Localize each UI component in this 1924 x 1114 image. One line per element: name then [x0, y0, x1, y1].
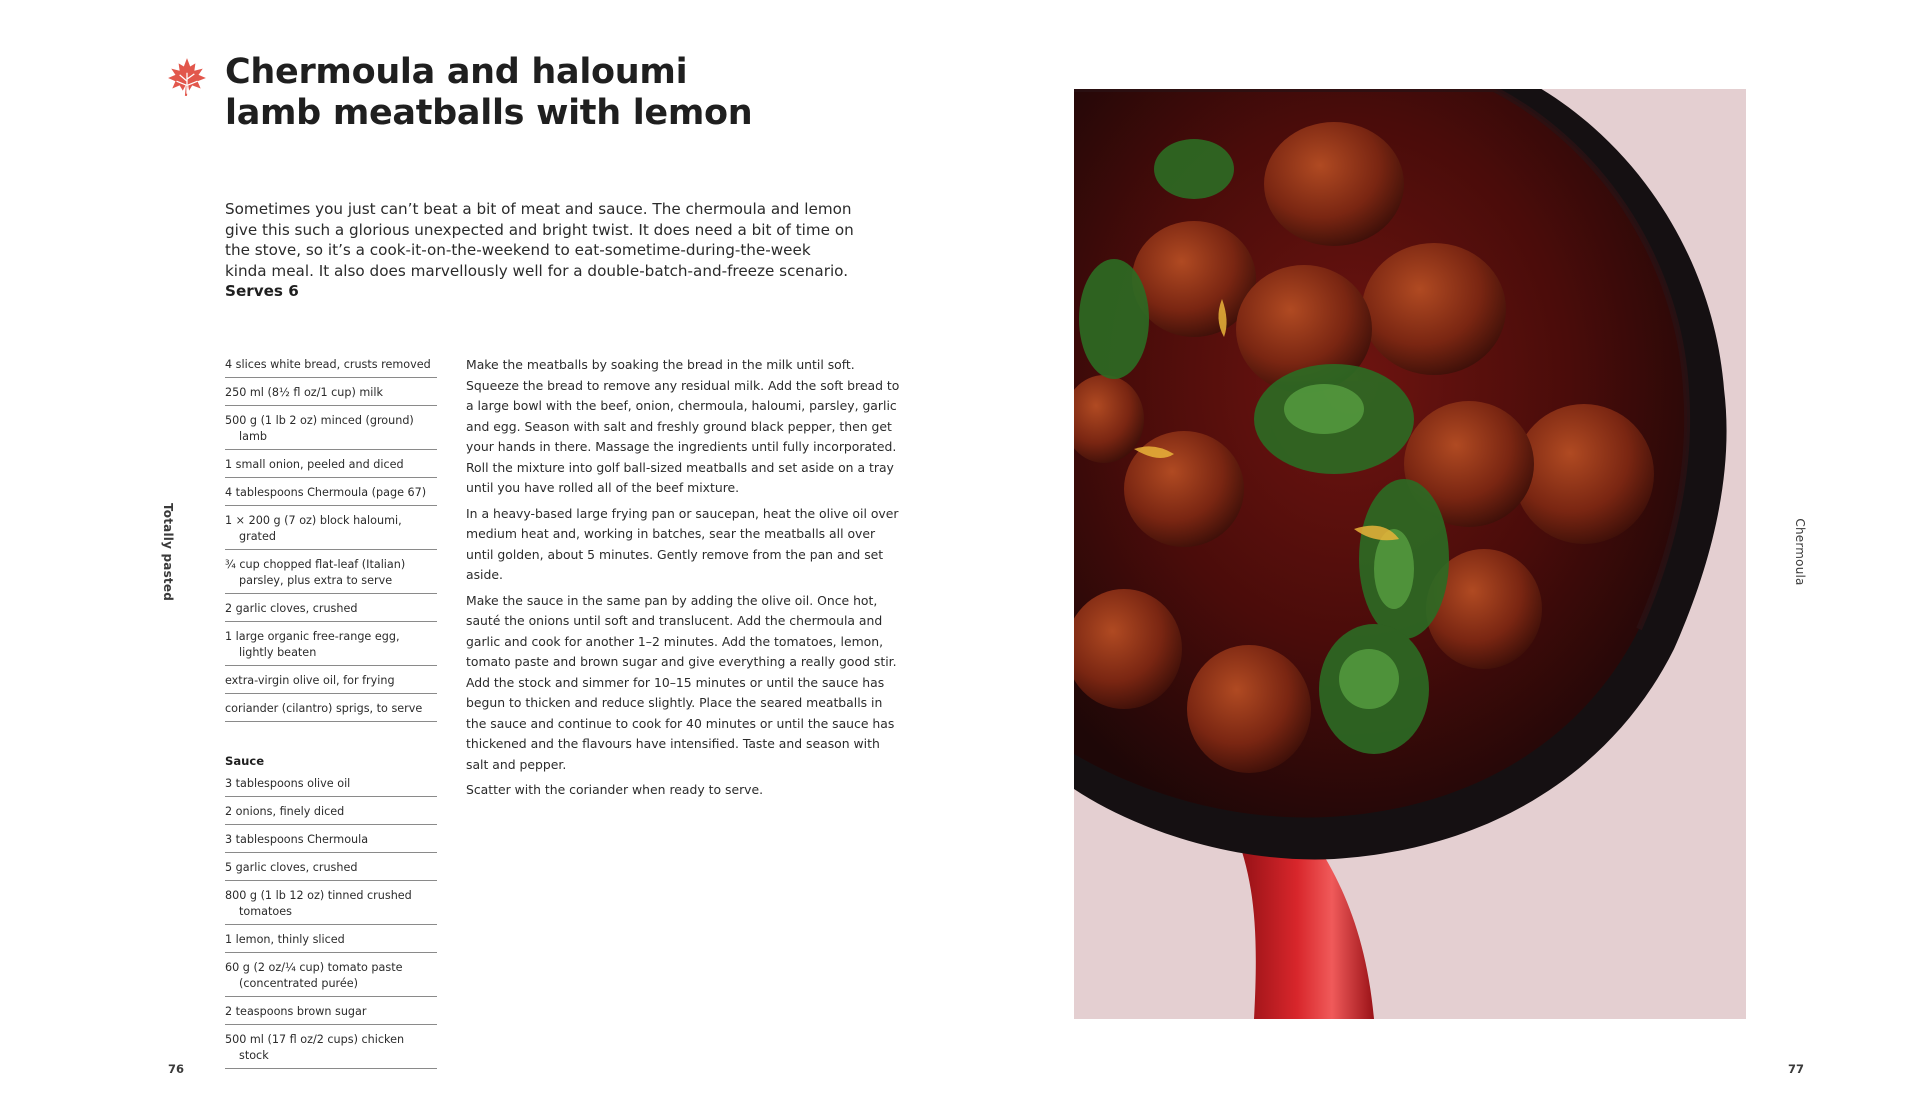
- ingredient-item: 1 lemon, thinly sliced: [225, 930, 437, 953]
- section-label-right: Chermoula: [1793, 518, 1807, 586]
- ingredient-item: 4 slices white bread, crusts removed: [225, 355, 437, 378]
- ingredient-item: 1 small onion, peeled and diced: [225, 455, 437, 478]
- page-number-left: 76: [168, 1062, 185, 1076]
- method-step: Make the sauce in the same pan by adding the olive oil. Once hot, sauté the onions until soft and translucent. Add the chermoula and garlic and cook for another 1–2 minutes. Add the tomatoes, lemon, tomato paste and brown sugar and give everything a really good stir. Add the stock and simmer for 10–15 minutes or until the sauce has begun to thicken and reduce slightly. Place the seared meatballs in the sauce and continue to cook for 40 minutes or until the sauce has thickened and the flavours have intensified. Taste and season with salt and pepper.: [466, 592, 897, 772]
- ingredient-item: 2 onions, finely diced: [225, 802, 437, 825]
- title-line-1: Chermoula and haloumi: [225, 52, 688, 92]
- sauce-heading: Sauce: [225, 754, 265, 768]
- recipe-photo: [1074, 89, 1746, 1019]
- ingredient-list-main: [225, 355, 437, 722]
- ingredient-item: 800 g (1 lb 12 oz) tinned crushed tomatoes: [225, 886, 437, 925]
- method-column: [466, 355, 902, 806]
- ingredient-list-sauce: [225, 774, 437, 1069]
- ingredient-item: 250 ml (8½ fl oz/1 cup) milk: [225, 383, 437, 406]
- ingredient-item: 500 ml (17 fl oz/2 cups) chicken stock: [225, 1030, 437, 1069]
- ingredient-item: 3 tablespoons Chermoula: [225, 830, 437, 853]
- page-number-right: 77: [1788, 1062, 1805, 1076]
- maple-leaf-icon: [166, 56, 208, 98]
- ingredient-item: extra-virgin olive oil, for frying: [225, 671, 437, 694]
- ingredient-item: 5 garlic cloves, crushed: [225, 858, 437, 881]
- ingredient-item: 2 garlic cloves, crushed: [225, 599, 437, 622]
- meatballs-pan-illustration: [1074, 89, 1746, 1019]
- title-line-2: lamb meatballs with lemon: [225, 93, 753, 133]
- intro-text: Sometimes you just can’t beat a bit of meat and sauce. The chermoula and lemon give this such a glorious unexpected and bright twist. It does need a bit of time on the stove, so it’s a cook-it-on-the-weekend to eat-sometime-during-the-week kinda meal. It also does marvellously well for a double-batch-and-freeze scenario.: [225, 200, 854, 280]
- ingredient-item: 2 teaspoons brown sugar: [225, 1002, 437, 1025]
- ingredient-item: 1 × 200 g (7 oz) block haloumi, grated: [225, 511, 437, 550]
- serves-label: Serves 6: [225, 282, 299, 300]
- ingredients-column: [225, 355, 437, 1074]
- section-label-left: Totally pasted: [161, 503, 175, 601]
- recipe-title: [225, 52, 845, 134]
- recipe-intro: [225, 199, 855, 302]
- ingredient-item: 500 g (1 lb 2 oz) minced (ground) lamb: [225, 411, 437, 450]
- ingredient-item: 1 large organic free-range egg, lightly beaten: [225, 627, 437, 666]
- ingredient-item: 60 g (2 oz/¼ cup) tomato paste (concentrated purée): [225, 958, 437, 997]
- ingredient-item: ¾ cup chopped flat-leaf (Italian) parsley, plus extra to serve: [225, 555, 437, 594]
- ingredient-item: 3 tablespoons olive oil: [225, 774, 437, 797]
- ingredient-item: coriander (cilantro) sprigs, to serve: [225, 699, 437, 722]
- method-step: Scatter with the coriander when ready to serve.: [466, 782, 764, 797]
- ingredient-item: 4 tablespoons Chermoula (page 67): [225, 483, 437, 506]
- method-step: Make the meatballs by soaking the bread in the milk until soft. Squeeze the bread to remove any residual milk. Add the soft bread to a large bowl with the beef, onion, chermoula, haloumi, parsley, garlic and egg. Season with salt and freshly ground black pepper, then get your hands in there. Massage the ingredients until fully incorporated. Roll the mixture into golf ball-sized meatballs and set aside on a tray until you have rolled all of the beef mixture.: [466, 357, 900, 495]
- method-step: In a heavy-based large frying pan or saucepan, heat the olive oil over medium heat and, working in batches, sear the meatballs all over until golden, about 5 minutes. Gently remove from the pan and set aside.: [466, 505, 899, 582]
